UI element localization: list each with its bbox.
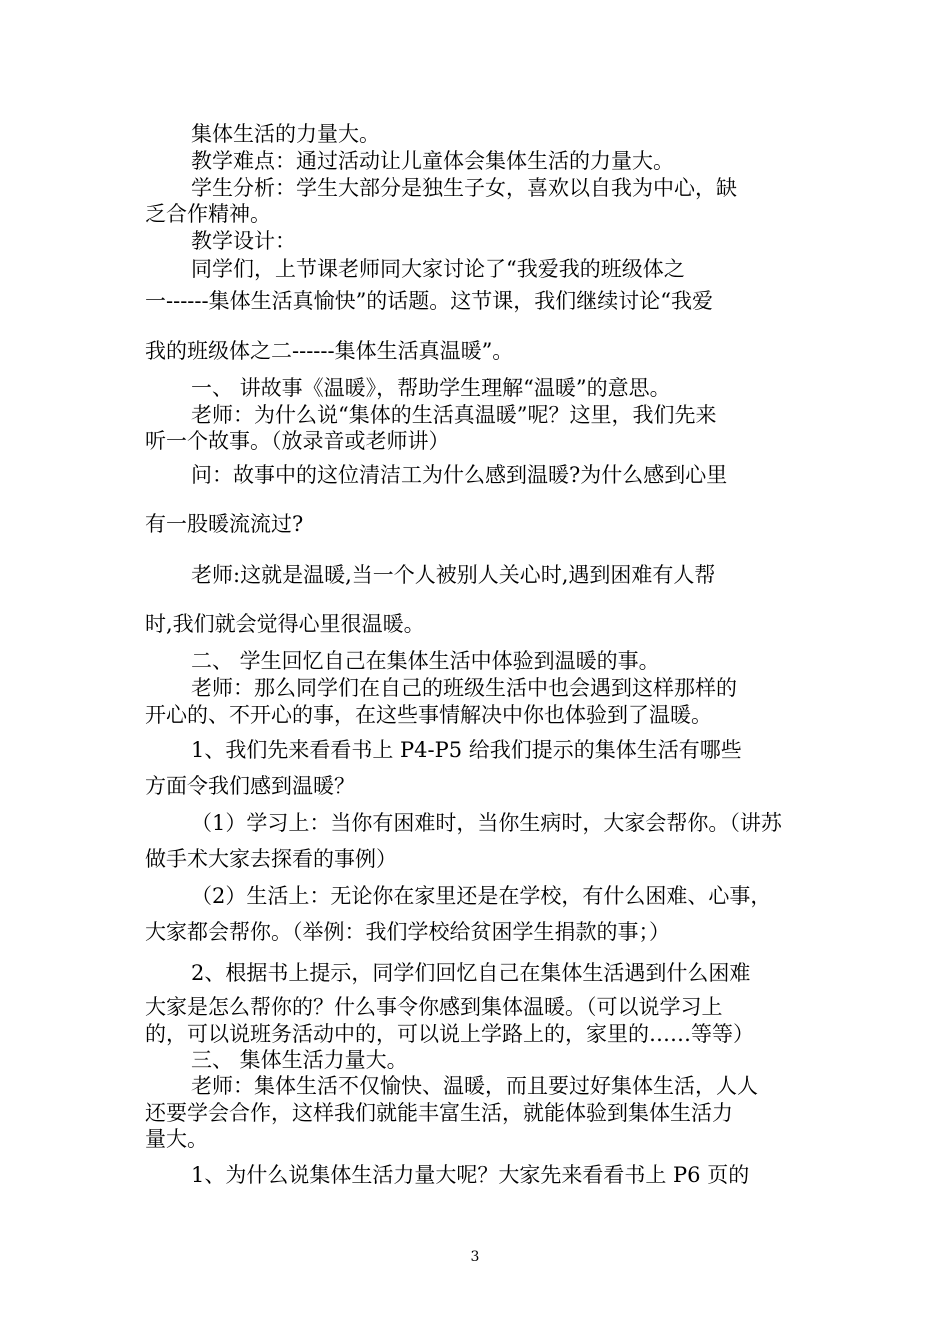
- text-line: 时,我们就会觉得心里很温暖。: [145, 612, 425, 636]
- page-number: 3: [470, 1249, 480, 1265]
- text-line: 量大。: [145, 1127, 208, 1151]
- text-line: 问：故事中的这位清洁工为什么感到温暖?为什么感到心里: [191, 463, 728, 487]
- text-line: 学生分析：学生大部分是独生子女，喜欢以自我为中心，缺: [191, 176, 737, 200]
- text-line: 做手术大家去探看的事例）: [145, 847, 397, 871]
- text-line: 1、我们先来看看书上 P4-P5 给我们提示的集体生活有哪些: [191, 738, 742, 762]
- text-line: 还要学会合作，这样我们就能丰富生活，就能体验到集体生活力: [145, 1101, 733, 1125]
- text-line: 三、 集体生活力量大。: [191, 1048, 408, 1072]
- text-line: 集体生活的力量大。: [191, 122, 380, 146]
- text-line: 老师：为什么说“集体的生活真温暖”呢？这里，我们先来: [191, 403, 717, 427]
- text-line: 2、根据书上提示，同学们回忆自己在集体生活遇到什么困难: [191, 961, 751, 985]
- text-line: （1）学习上：当你有困难时，当你生病时，大家会帮你。（讲苏: [191, 811, 782, 835]
- text-line: 老师：集体生活不仅愉快、温暖，而且要过好集体生活，人人: [191, 1074, 758, 1098]
- text-line: 一------集体生活真愉快”的话题。这节课，我们继续讨论“我爱: [145, 289, 714, 313]
- text-line: 1、为什么说集体生活力量大呢？大家先来看看书上 P6 页的: [191, 1163, 750, 1187]
- text-line: 同学们，上节课老师同大家讨论了“我爱我的班级体之: [191, 257, 685, 281]
- text-line: 一、 讲故事《温暖》，帮助学生理解“温暖”的意思。: [191, 376, 671, 400]
- text-line: 开心的、不开心的事，在这些事情解决中你也体验到了温暖。: [145, 703, 712, 727]
- text-line: （2）生活上：无论你在家里还是在学校，有什么困难、心事，: [191, 884, 772, 908]
- text-line: 大家是怎么帮你的？什么事令你感到集体温暖。（可以说学习上: [145, 995, 723, 1019]
- text-line: 大家都会帮你。（举例：我们学校给贫困学生捐款的事；）: [145, 920, 670, 944]
- text-line: 老师：那么同学们在自己的班级生活中也会遇到这样那样的: [191, 676, 737, 700]
- text-line: 我的班级体之二------集体生活真温暖”。: [145, 339, 514, 363]
- text-line: 二、 学生回忆自己在集体生活中体验到温暖的事。: [191, 649, 660, 673]
- text-line: 老师:这就是温暖,当一个人被别人关心时,遇到困难有人帮: [191, 563, 716, 587]
- text-line: 教学难点：通过活动让儿童体会集体生活的力量大。: [191, 149, 674, 173]
- text-line: 方面令我们感到温暖？: [145, 774, 355, 798]
- text-line: 听一个故事。（放录音或老师讲）: [145, 429, 450, 453]
- text-line: 乏合作精神。: [145, 202, 271, 226]
- text-line: 教学设计：: [191, 229, 296, 253]
- text-line: 有一股暖流流过?: [145, 512, 304, 536]
- text-line: 的，可以说班务活动中的，可以说上学路上的，家里的……等等）: [145, 1022, 754, 1046]
